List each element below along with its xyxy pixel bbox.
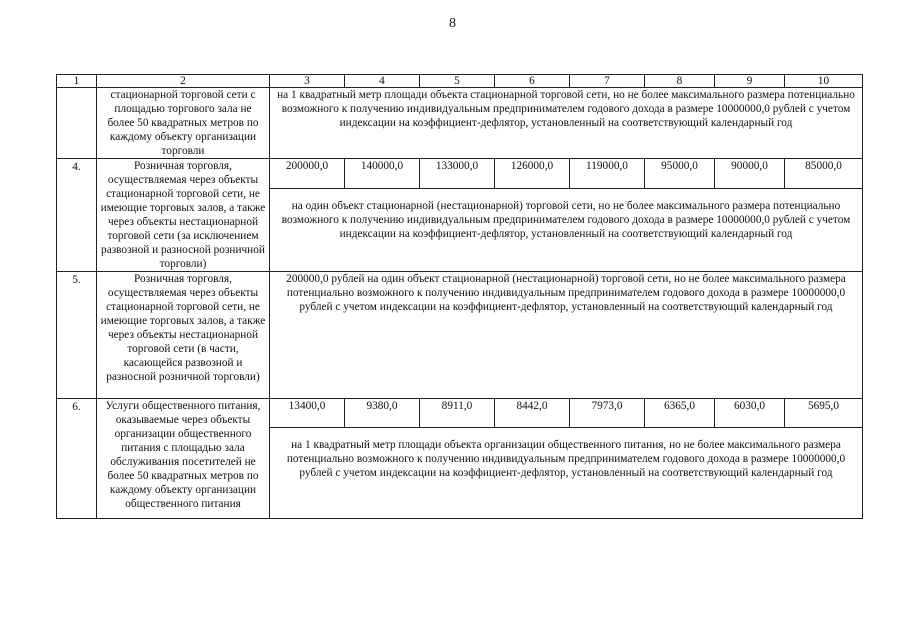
header-cell: 1 (57, 75, 97, 88)
spacer-cell (270, 428, 863, 439)
table-row (57, 272, 863, 399)
value-cell: 126000,0 (495, 159, 570, 189)
header-cell: 10 (785, 75, 863, 88)
value-cell: 200000,0 (270, 159, 345, 189)
condition-note-cell: на 1 квадратный метр площади объекта организации общественного питания, но не более максимального размера потенциально возможного к получению индивидуальным предпринимателем годового дохода в размере 10000000,0 рублей с учетом индексации на коэффициент-дефлятор, установленный на соответствующий календарный год (270, 438, 863, 519)
header-cell: 2 (97, 75, 270, 88)
row-number-cell (57, 88, 97, 159)
header-cell: 9 (715, 75, 785, 88)
header-cell: 4 (345, 75, 420, 88)
header-row (57, 75, 863, 88)
spacer-cell (270, 188, 863, 199)
value-cell: 133000,0 (420, 159, 495, 189)
value-cell: 8442,0 (495, 399, 570, 428)
header-cell: 8 (645, 75, 715, 88)
condition-note-cell: на 1 квадратный метр площади объекта стационарной торговой сети, но не более максимального размера потенциально возможного к получению индивидуальным предпринимателем годового дохода в размере 10000000,0 рублей с учетом индексации на коэффициент-дефлятор, установленный на соответствующий календарный год (270, 88, 863, 159)
value-cell: 95000,0 (645, 159, 715, 189)
value-cell: 140000,0 (345, 159, 420, 189)
header-cell: 7 (570, 75, 645, 88)
row-number-cell: 4. (57, 159, 97, 272)
header-cell: 3 (270, 75, 345, 88)
activity-name-cell: Услуги общественного питания, оказываемые через объекты организации общественного питания с площадью зала обслуживания посетителей не более 50 квадратных метров по каждому объекту организации общественного питания (97, 399, 270, 519)
header-cell: 6 (495, 75, 570, 88)
table-row (57, 159, 863, 189)
page-number: 8 (449, 16, 456, 31)
value-cell: 5695,0 (785, 399, 863, 428)
table-row-continuation (57, 88, 863, 159)
value-cell: 85000,0 (785, 159, 863, 189)
value-cell: 9380,0 (345, 399, 420, 428)
tariff-table (56, 74, 863, 519)
header-cell: 5 (420, 75, 495, 88)
row-number-cell: 5. (57, 272, 97, 399)
activity-name-cell: стационарной торговой сети с площадью торгового зала не более 50 квадратных метров по каждому объекту организации торговли (97, 88, 270, 159)
row-number-cell: 6. (57, 399, 97, 519)
value-cell: 90000,0 (715, 159, 785, 189)
value-cell: 13400,0 (270, 399, 345, 428)
condition-note-cell: на один объект стационарной (нестационарной) торговой сети, но не более максимального размера потенциально возможного к получению индивидуальным предпринимателем годового дохода в размере 10000000,0 рублей с учетом индексации на коэффициент-дефлятор, установленный на соответствующий календарный год (270, 199, 863, 271)
value-cell: 6365,0 (645, 399, 715, 428)
value-cell: 6030,0 (715, 399, 785, 428)
value-cell: 8911,0 (420, 399, 495, 428)
table-row (57, 399, 863, 428)
value-cell: 7973,0 (570, 399, 645, 428)
activity-name-cell: Розничная торговля, осуществляемая через объекты стационарной торговой сети, не имеющие торговых залов, а также через объекты нестационарной торговой сети (за исключением развозной и разносной розничной торговли) (97, 159, 270, 272)
condition-note-cell: 200000,0 рублей на один объект стационарной (нестационарной) торговой сети, но не более максимального размера потенциально возможного к получению индивидуальным предпринимателем годового дохода в размере 10000000,0 рублей с учетом индексации на коэффициент-дефлятор, установленный на соответствующий календарный год (270, 272, 863, 399)
activity-name-cell: Розничная торговля, осуществляемая через объекты стационарной торговой сети, не имеющие торговых залов, а также через объекты нестационарной торговой сети (в части, касающейся развозной и разносной розничной торговли) (97, 272, 270, 399)
value-cell: 119000,0 (570, 159, 645, 189)
